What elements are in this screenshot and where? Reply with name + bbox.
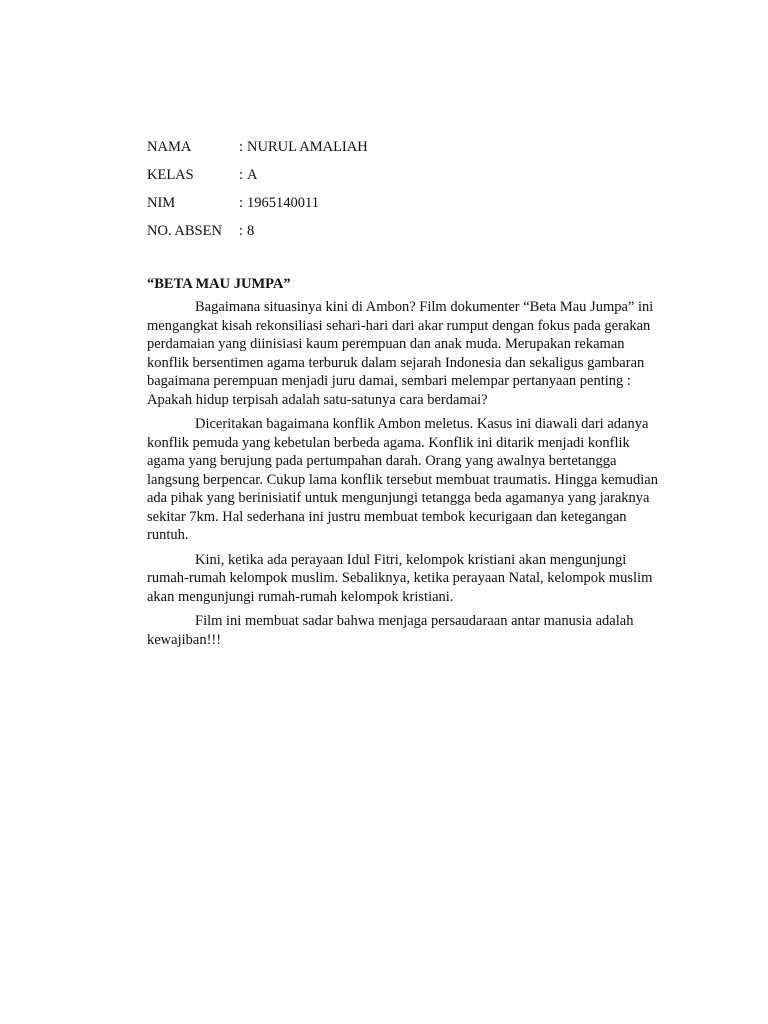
info-value-class: A — [247, 167, 258, 183]
info-value-nim: 1965140011 — [247, 195, 319, 211]
student-info — [147, 137, 667, 249]
info-separator: : — [239, 167, 244, 183]
document-body — [147, 274, 662, 655]
paragraph: Diceritakan bagaimana konflik Ambon meletus. Kasus ini diawali dari adanya konflik pemuda yang kebetulan berbeda agama. Konflik ini ditarik menjadi konflik agama yang berujung pada pertumpahan darah. Orang yang awalnya bertetangga langsung berpencar. Cukup lama konflik tersebut membuat traumatis. Hingga kemudian ada pihak yang berinisiatif untuk mengunjungi tetangga beda agamanya yang jaraknya sekitar 7km. Hal sederhana ini justru membuat tembok kecurigaan dan ketegangan runtuh. — [147, 416, 658, 543]
info-label: NIM — [147, 195, 176, 211]
info-row-absen — [147, 221, 667, 249]
info-separator: : — [239, 223, 244, 239]
info-separator: : — [239, 195, 244, 211]
info-row-class — [147, 165, 667, 193]
paragraph: Kini, ketika ada perayaan Idul Fitri, kelompok kristiani akan mengunjungi rumah-rumah kelompok muslim. Sebaliknya, ketika perayaan Natal, kelompok muslim akan mengunjungi rumah-rumah kelompok kristiani. — [147, 551, 653, 605]
paragraph: Bagaimana situasinya kini di Ambon? Film dokumenter “Beta Mau Jumpa” ini mengangkat kisah rekonsiliasi sehari-hari dari akar rumput dengan fokus pada gerakan perdamaian yang diinisiasi kaum perempuan dan anak muda. Merupakan rekaman konflik bersentimen agama terburuk dalam sejarah Indonesia dan sekaligus gambaran bagaimana perempuan menjadi juru damai, sembari melempar pertanyaan penting : Apakah hidup terpisah adalah satu-satunya cara berdamai? — [147, 299, 654, 408]
info-row-name — [147, 137, 667, 165]
info-label: KELAS — [147, 167, 194, 183]
document-title: “BETA MAU JUMPA” — [147, 276, 291, 292]
paragraph: Film ini membuat sadar bahwa menjaga persaudaraan antar manusia adalah kewajiban!!! — [147, 613, 634, 648]
info-value-absen: 8 — [247, 223, 255, 239]
info-label: NO. ABSEN — [147, 223, 222, 239]
info-value-name: NURUL AMALIAH — [247, 139, 368, 155]
info-row-nim — [147, 193, 667, 221]
info-label: NAMA — [147, 139, 192, 155]
info-separator: : — [239, 139, 244, 155]
